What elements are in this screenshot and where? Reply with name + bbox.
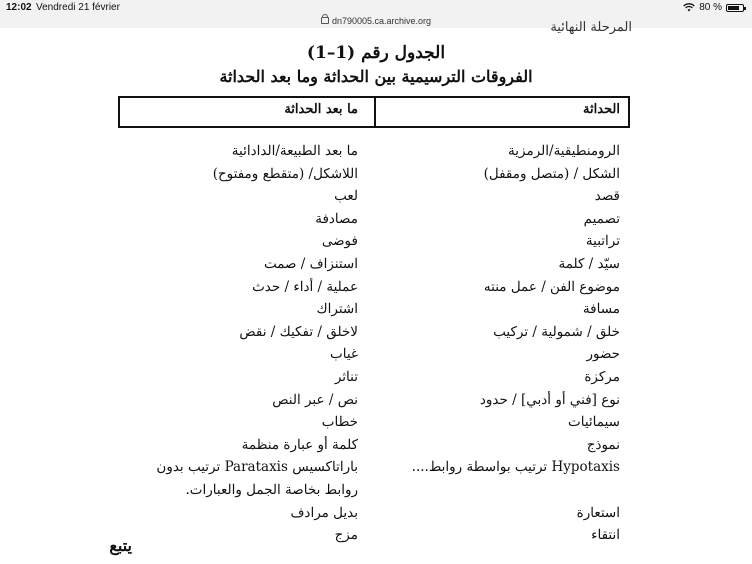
- battery-percent: 80 %: [699, 2, 722, 13]
- comparison-table: [118, 96, 630, 544]
- lock-icon: [321, 17, 329, 24]
- table-cell-modernity: خلق / شمولية / تركيب: [493, 323, 620, 340]
- table-cell-postmodernity: تناثر: [334, 368, 358, 385]
- table-cell-postmodernity: نص / عبر النص: [272, 391, 358, 408]
- wifi-icon: [683, 3, 695, 12]
- table-cell-modernity: Hypotaxis ترتيب بواسطة روابط....: [411, 459, 620, 476]
- table-cell-postmodernity: بديل مرادف: [290, 504, 358, 521]
- table-cell-modernity: انتقاء: [591, 527, 620, 544]
- status-time: 12:02: [6, 2, 32, 13]
- table-cell-modernity: مركزة: [584, 368, 620, 385]
- table-cell-postmodernity: باراتاكسيس Parataxis ترتيب بدون روابط بخاصة الجمل والعبارات.: [156, 459, 358, 498]
- table-subtitle: الفروقات الترسيمية بين الحداثة وما بعد الحداثة: [219, 67, 533, 86]
- table-cell-postmodernity: استنزاف / صمت: [263, 255, 358, 272]
- table-cell-postmodernity: لاخلق / تفكيك / نقض: [239, 323, 358, 340]
- table-center-divider: [374, 96, 376, 128]
- status-bar: [0, 0, 752, 16]
- table-cell-modernity: حضور: [586, 346, 620, 363]
- table-cell-modernity: مسافة: [582, 301, 620, 318]
- table-cell-modernity: استعارة: [576, 504, 620, 521]
- url-text: dn790005.ca.archive.org: [331, 16, 432, 26]
- column-modernity: [390, 140, 620, 547]
- url-bar[interactable]: [0, 16, 752, 28]
- table-cell-postmodernity: فوضى: [321, 233, 358, 250]
- table-right-border: [628, 96, 630, 128]
- battery-icon: [726, 4, 744, 12]
- table-cell-modernity: موضوع الفن / عمل منته: [483, 278, 620, 295]
- cut-off-text: المرحلة النهائية: [550, 20, 632, 35]
- status-date: Vendredi 21 février: [36, 2, 120, 13]
- table-cell-modernity: سيّد / كلمة: [558, 255, 620, 272]
- table-cell-modernity: الرومنطيقية/الرمزية: [508, 143, 620, 159]
- table-cell-postmodernity: اللاشكل/ (متقطع ومفتوح): [212, 165, 358, 182]
- table-cell-postmodernity: ما بعد الطبيعة/الدادائية: [231, 143, 358, 159]
- column-postmodernity: [122, 140, 358, 547]
- header-postmodernity: ما بعد الحداثة: [284, 102, 358, 117]
- table-title: الجدول رقم (1–1): [306, 43, 446, 63]
- table-cell-modernity: نوع [فني أو أدبي] / حدود: [479, 391, 620, 408]
- table-cell-postmodernity: مزج: [334, 527, 358, 544]
- header-modernity: الحداثة: [583, 102, 620, 117]
- table-cell-modernity: سيمائيات: [568, 414, 620, 431]
- status-right: [683, 2, 744, 13]
- table-cell-postmodernity: خطاب: [321, 414, 358, 431]
- table-cell-modernity: قصد: [594, 188, 620, 205]
- table-cell-postmodernity: لعب: [334, 188, 358, 205]
- table-cell-postmodernity: اشتراك: [316, 301, 358, 318]
- table-cell-postmodernity: غياب: [330, 346, 358, 363]
- table-cell-modernity: تراتبية: [585, 233, 620, 250]
- table-cell-modernity: [390, 479, 620, 502]
- table-cell-postmodernity: كلمة أو عبارة منظمة: [241, 436, 358, 453]
- table-cell-postmodernity: عملية / أداء / حدث: [252, 278, 358, 295]
- table-cell-modernity: تصميم: [583, 210, 620, 227]
- battery-fill: [728, 6, 739, 10]
- table-cell-modernity: الشكل / (متصل ومقفل): [483, 165, 620, 182]
- table-left-border: [118, 96, 120, 128]
- continued-label: يتبع: [109, 536, 132, 555]
- table-cell-postmodernity: مصادفة: [315, 210, 358, 227]
- table-cell-modernity: نموذج: [586, 436, 620, 453]
